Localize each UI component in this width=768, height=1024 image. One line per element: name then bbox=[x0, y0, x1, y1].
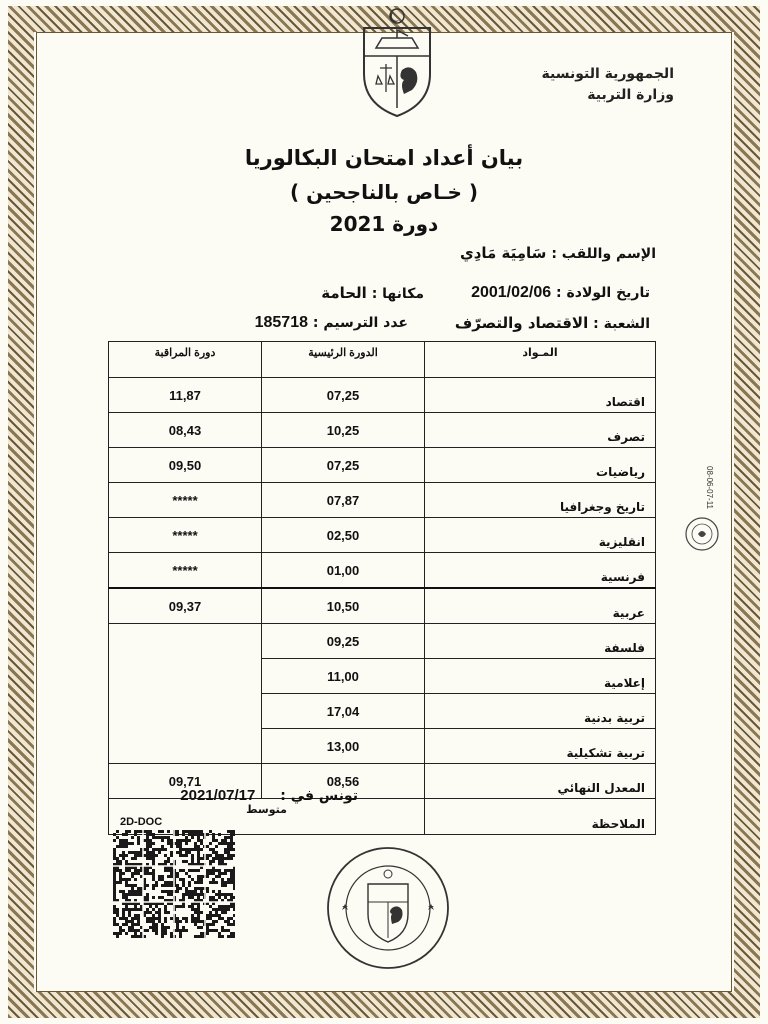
side-seal bbox=[684, 516, 720, 552]
main-grade: 10,50 bbox=[262, 588, 425, 624]
issue-place-label: تونس في : bbox=[280, 788, 358, 804]
country-name: الجمهورية التونسية bbox=[541, 66, 674, 82]
remark-value: متوسط bbox=[109, 799, 425, 835]
branch-field bbox=[455, 314, 650, 332]
subject-name: رياضيات bbox=[425, 448, 656, 483]
table-row bbox=[109, 518, 656, 553]
final-retake-grade: 09,71 bbox=[109, 764, 262, 799]
main-grade: 17,04 bbox=[262, 694, 425, 729]
student-name-field bbox=[460, 244, 656, 262]
subject-name: عربية bbox=[425, 588, 656, 624]
retake-grade: 09,37 bbox=[109, 588, 262, 624]
retake-grade: ***** bbox=[109, 483, 262, 518]
main-grade: 07,87 bbox=[262, 483, 425, 518]
header-retake-session: دورة المراقبة bbox=[109, 342, 262, 378]
birth-value: 2001/02/06 bbox=[471, 284, 552, 301]
subject-name: اقتصاد bbox=[425, 378, 656, 413]
table-row bbox=[109, 624, 656, 659]
retake-grade: ***** bbox=[109, 553, 262, 589]
table-header-row bbox=[109, 342, 656, 378]
grades-table bbox=[108, 341, 656, 835]
remark-label: الملاحظة bbox=[425, 799, 656, 835]
2d-barcode bbox=[113, 830, 235, 938]
branch-value: الاقتصاد والتصرّف bbox=[454, 314, 589, 332]
main-grade: 09,25 bbox=[262, 624, 425, 659]
retake-empty-cell bbox=[109, 624, 262, 764]
subject-name: انقليزية bbox=[425, 518, 656, 553]
official-stamp bbox=[322, 844, 454, 972]
reg-label: عدد الترسيم : bbox=[312, 315, 408, 331]
table-row bbox=[109, 413, 656, 448]
main-grade: 13,00 bbox=[262, 729, 425, 764]
main-grade: 10,25 bbox=[262, 413, 425, 448]
header-subject: المـواد bbox=[425, 342, 656, 378]
ministry-name: وزارة التربية bbox=[587, 87, 674, 103]
reg-value: 185718 bbox=[254, 314, 308, 331]
registration-field bbox=[255, 314, 408, 332]
side-reference-code: 08-06-07-11 bbox=[705, 466, 714, 509]
issue-date-line bbox=[168, 787, 358, 804]
table-row bbox=[109, 448, 656, 483]
main-grade: 01,00 bbox=[262, 553, 425, 589]
main-grade: 11,00 bbox=[262, 659, 425, 694]
place-value: الحامة bbox=[321, 284, 367, 302]
subject-name: فرنسية bbox=[425, 553, 656, 589]
birth-date-field bbox=[471, 284, 650, 302]
subject-name: تصرف bbox=[425, 413, 656, 448]
branch-label: الشعبة : bbox=[593, 316, 650, 332]
table-row bbox=[109, 483, 656, 518]
subject-name: فلسفة bbox=[425, 624, 656, 659]
subject-name: تربية تشكيلية bbox=[425, 729, 656, 764]
main-grade: 02,50 bbox=[262, 518, 425, 553]
document-subtitle: ( خـاص بالناجحين ) bbox=[289, 180, 479, 204]
issuer-header bbox=[542, 64, 675, 106]
name-value: سَامِيَة مَادِي bbox=[459, 244, 547, 262]
retake-grade: 09,50 bbox=[109, 448, 262, 483]
birth-label: تاريخ الولادة : bbox=[556, 285, 650, 301]
document-title: بيان أعداد امتحان البكالوريا bbox=[244, 146, 524, 170]
header-main-session: الدورة الرئيسية bbox=[262, 342, 425, 378]
2d-doc-label: 2D-DOC bbox=[120, 816, 163, 828]
birth-place-field bbox=[321, 284, 424, 302]
subject-name: تاريخ وجغرافيا bbox=[425, 483, 656, 518]
session-year: دورة 2021 bbox=[329, 212, 439, 236]
coat-of-arms-emblem bbox=[358, 4, 436, 120]
subject-name: تربية بدنية bbox=[425, 694, 656, 729]
subject-name: إعلامية bbox=[425, 659, 656, 694]
final-average-label: المعدل النهائي bbox=[425, 764, 656, 799]
main-grade: 07,25 bbox=[262, 448, 425, 483]
name-label: الإسم واللقب : bbox=[551, 246, 656, 262]
retake-grade: 11,87 bbox=[109, 378, 262, 413]
main-grade: 07,25 bbox=[262, 378, 425, 413]
table-row bbox=[109, 378, 656, 413]
retake-grade: ***** bbox=[109, 518, 262, 553]
final-main-grade: 08,56 bbox=[262, 764, 425, 799]
table-row bbox=[109, 553, 656, 589]
issue-date: 2021/07/17 bbox=[180, 787, 256, 804]
table-row bbox=[109, 588, 656, 624]
retake-grade: 08,43 bbox=[109, 413, 262, 448]
place-label: مكانها : bbox=[371, 286, 424, 302]
